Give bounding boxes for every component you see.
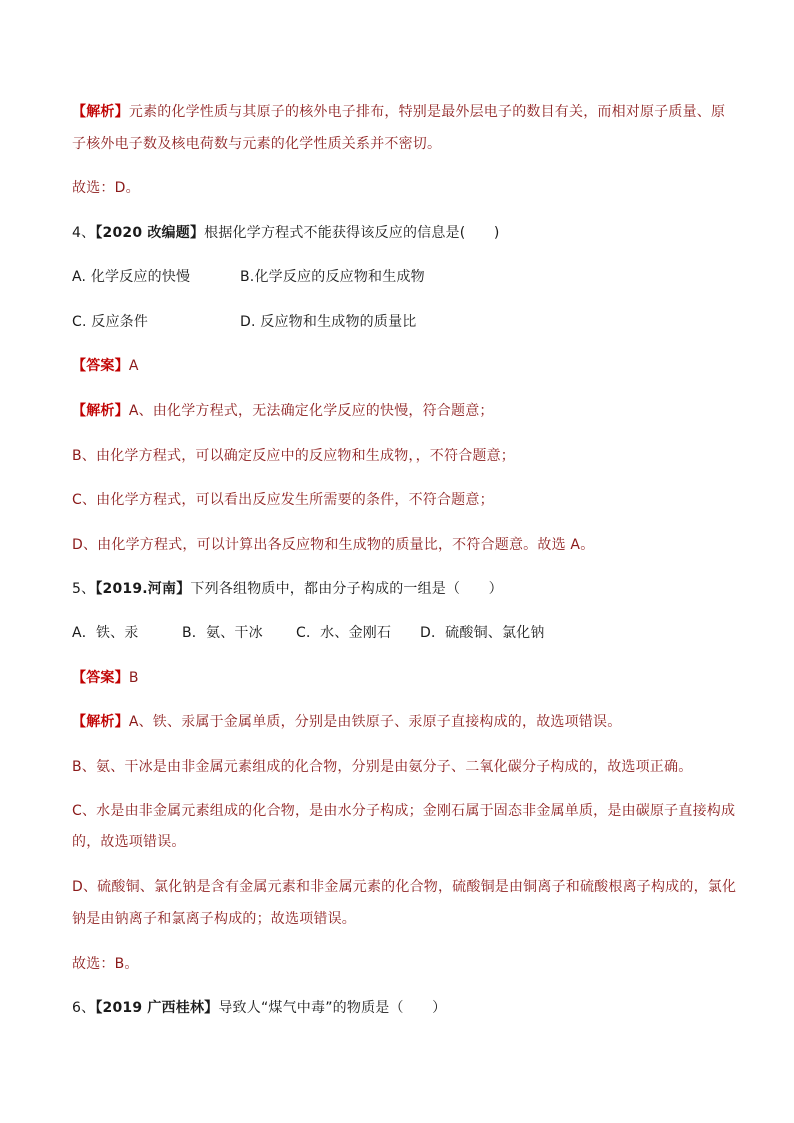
q6-source: 【2019 广西桂林】 (95, 1000, 219, 1016)
q5-analysis-c-1: C、水是由非金属元素组成的化合物，是由水分子构成；金刚石属于固态非金属单质，是由碳原子直接构成 (72, 803, 736, 819)
answer-tag: 【答案】 (72, 358, 129, 374)
q4-analysis-a (72, 401, 732, 421)
q4-stem (72, 223, 732, 243)
q5-source: 【2019.河南】 (95, 581, 191, 597)
q5-analysis-c-2: 的，故选项错误。 (72, 834, 186, 850)
q5-text: 下列各组物质中，都由分子构成的一组是（ ） (190, 581, 503, 597)
q5-choice: 故选：B。 (72, 956, 139, 972)
q5-stem (72, 579, 732, 599)
q4-analysis-d: D、由化学方程式，可以计算出各反应物和生成物的质量比，不符合题意。故选 A。 (72, 537, 595, 553)
analysis-text: 元素的化学性质与其原子的核外电子排布，特别是最外层电子的数目有关，而相对原子质量、原 (128, 104, 726, 120)
q5-option-a: A．铁、汞 (72, 625, 139, 641)
q4-option-d: D. 反应物和生成物的质量比 (240, 314, 417, 330)
q4-options-row-1 (72, 267, 732, 287)
answer-value: B (128, 670, 139, 686)
prev-choice: 故选：D。 (72, 180, 140, 196)
q5-number: 5、 (72, 581, 96, 597)
q4-text: 根据化学方程式不能获得该反应的信息是( ) (204, 225, 500, 241)
q5-analysis-b: B、氨、干冰是由非金属元素组成的化合物，分别是由氨分子、二氧化碳分子构成的，故选项正确。 (72, 759, 693, 775)
q5-option-c: C．水、金刚石 (296, 625, 392, 641)
analysis-tag: 【解析】 (72, 104, 129, 120)
q4-option-b: B.化学反应的反应物和生成物 (240, 269, 425, 285)
q6-number: 6、 (72, 1000, 96, 1016)
analysis-tag: 【解析】 (72, 403, 129, 419)
q4-answer (72, 356, 732, 376)
prev-analysis-line-2: 子核外电子数及核电荷数与元素的化学性质关系并不密切。 (72, 136, 442, 152)
q4-option-c: C. 反应条件 (72, 314, 149, 330)
q4-analysis-b: B、由化学方程式，可以确定反应中的反应物和生成物，，不符合题意； (72, 448, 516, 464)
analysis-text: A、由化学方程式，无法确定化学反应的快慢，符合题意； (128, 403, 494, 419)
answer-value: A (128, 358, 139, 374)
analysis-tag: 【解析】 (72, 714, 129, 730)
q6-stem (72, 998, 732, 1018)
q4-number: 4、 (72, 225, 96, 241)
analysis-text: A、铁、汞属于金属单质，分别是由铁原子、汞原子直接构成的，故选项错误。 (128, 714, 622, 730)
q5-option-d: D．硫酸铜、氯化钠 (420, 625, 545, 641)
q5-analysis-a (72, 712, 732, 732)
q5-options (72, 623, 732, 643)
q5-answer (72, 668, 732, 688)
q6-text: 导致人“煤气中毒”的物质是（ ） (218, 1000, 447, 1016)
answer-tag: 【答案】 (72, 670, 129, 686)
q4-source: 【2020 改编题】 (95, 225, 205, 241)
q4-option-a: A. 化学反应的快慢 (72, 269, 191, 285)
q4-analysis-c: C、由化学方程式，可以看出反应发生所需要的条件，不符合题意； (72, 492, 494, 508)
q4-options-row-2 (72, 312, 732, 332)
prev-analysis-line-1 (72, 102, 732, 122)
q5-analysis-d-1: D、硫酸铜、氯化钠是含有金属元素和非金属元素的化合物，硫酸铜是由铜离子和硫酸根离子构成的，氯化 (72, 879, 737, 895)
q5-option-b: B．氨、干冰 (182, 625, 263, 641)
q5-analysis-d-2: 钠是由钠离子和氯离子构成的；故选项错误。 (72, 911, 356, 927)
